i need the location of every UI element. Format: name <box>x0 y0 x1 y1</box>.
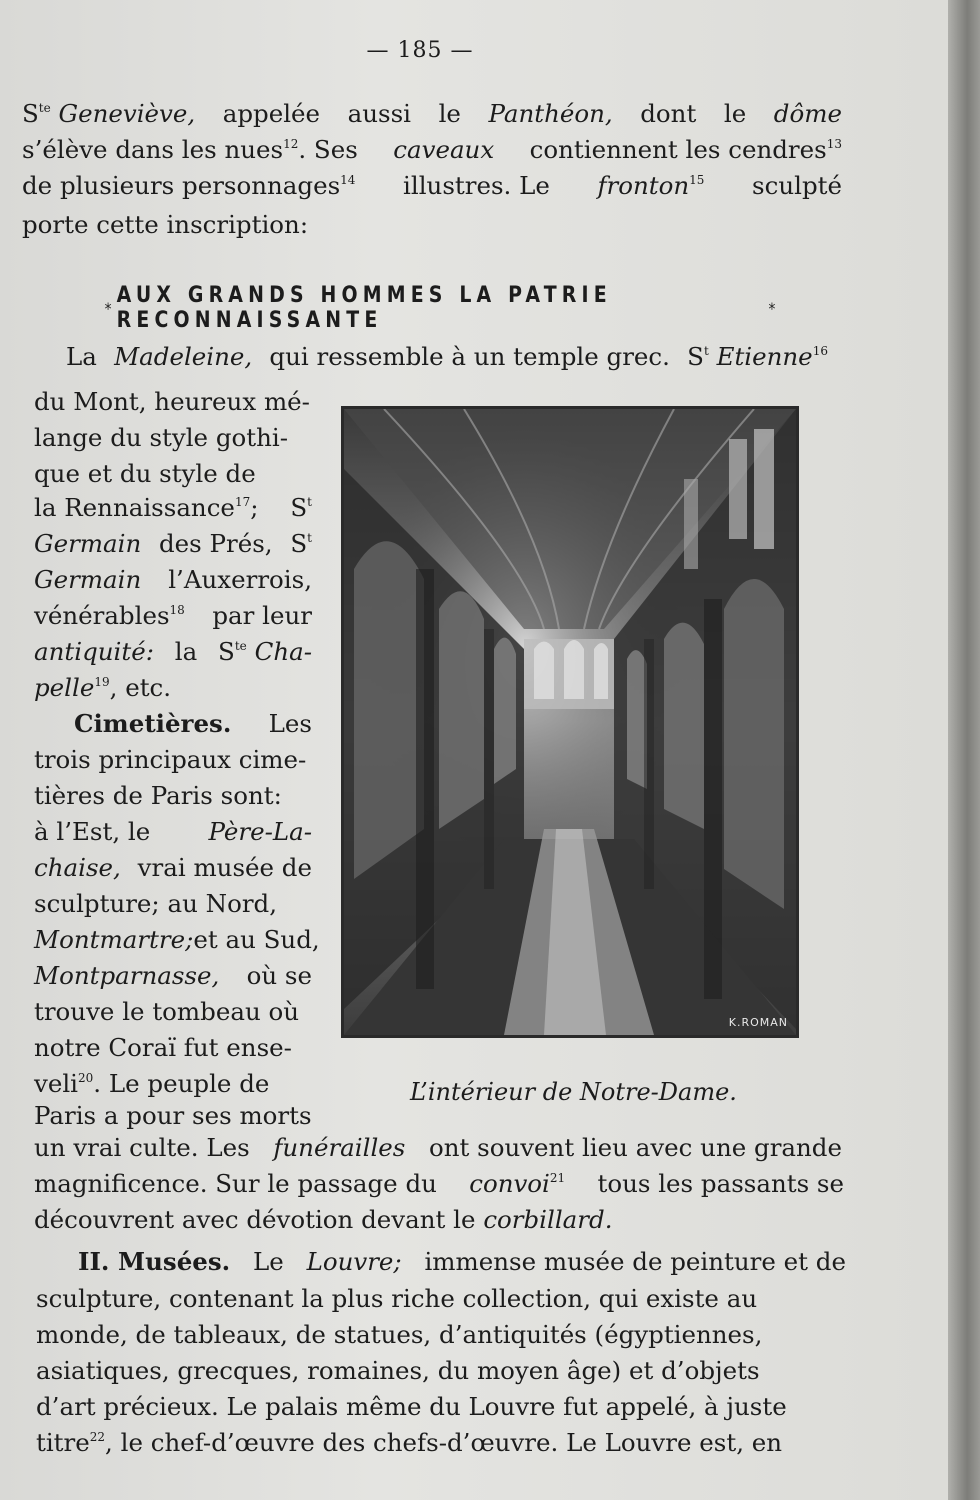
page-edge <box>948 0 980 1500</box>
text-line: Montmartre; et au Sud, <box>34 925 320 954</box>
text-line: s’élève dans les nues$^{12}$. Ses caveaux contiennent les cendres$^{13}$ <box>22 135 842 164</box>
text-line: trouve le tombeau où <box>34 997 300 1026</box>
text-line: antiquité: la $S^{te}$ Cha- <box>34 637 312 666</box>
notre-dame-interior-photo <box>341 406 799 1038</box>
section-heading: Cimetières. <box>74 709 232 738</box>
text-line: Paris a pour ses morts <box>34 1101 312 1130</box>
text-line: du Mont, heureux mé- <box>34 387 310 416</box>
text-line: titre$^{22}$, le chef-d’œuvre des chefs-d’œuvre. Le Louvre est, en <box>36 1428 783 1457</box>
text-line: tières de Paris sont: <box>34 781 282 810</box>
nave-illustration <box>344 409 796 1035</box>
text-line: veli$^{20}$. Le peuple de <box>34 1069 270 1098</box>
text-line: un vrai culte. Les funérailles ont souvent lieu avec une grande <box>34 1133 842 1162</box>
text-line: $S^{te}$ Geneviève, appelée aussi le Panthéon, dont le dôme <box>22 99 842 128</box>
text-line: d’art précieux. Le palais même du Louvre fut appelé, à juste <box>36 1392 787 1421</box>
text-line: vénérables$^{18}$ par leur <box>34 601 312 630</box>
section-heading: II. Musées. <box>78 1247 231 1276</box>
text-line: monde, de tableaux, de statues, d’antiquités (égyptiennes, <box>36 1320 763 1349</box>
text-line: la Rennaissance$^{17}$; $S^t$ <box>34 493 312 522</box>
text-line: chaise, vrai musée de <box>34 853 312 882</box>
text-line: Germain l’Auxerrois, <box>34 565 312 594</box>
text-line: lange du style gothi- <box>34 423 288 452</box>
text-line: sculpture, contenant la plus riche collection, qui existe au <box>36 1284 758 1313</box>
text-line: magnificence. Sur le passage du convoi$^{21}$ tous les passants se <box>34 1169 844 1198</box>
text-line: Montparnasse, où se <box>34 961 312 990</box>
inscription: * AUX GRANDS HOMMES LA PATRIE RECONNAISSANTE * <box>104 283 776 333</box>
photo-credit: K.ROMAN <box>728 1016 788 1029</box>
text-line: notre Coraï fut ense- <box>34 1033 292 1062</box>
text-line: II. Musées. Le Louvre; immense musée de peinture et de <box>78 1247 846 1276</box>
text-line: trois principaux cime- <box>34 745 307 774</box>
text-line: La Madeleine, qui ressemble à un temple grec. $S^t$ Etienne$^{16}$ <box>66 342 828 371</box>
text-line: de plusieurs personnages$^{14}$ illustres. Le fronton$^{15}$ sculpté <box>22 171 842 200</box>
text-line: pelle$^{19}$, etc. <box>34 673 172 702</box>
text-line: Germain des Prés, $S^t$ <box>34 529 312 558</box>
text-line: sculpture; au Nord, <box>34 889 278 918</box>
text-line: porte cette inscription: <box>22 210 309 239</box>
text-line: à l’Est, le Père-La- <box>34 817 312 846</box>
page-number: — 185 — <box>366 38 474 63</box>
figure-caption: L’intérieur de Notre-Dame. <box>410 1078 737 1106</box>
text-line: que et du style de <box>34 459 256 488</box>
text-line: découvrent avec dévotion devant le corbillard. <box>34 1205 613 1234</box>
text-line: asiatiques, grecques, romaines, du moyen âge) et d’objets <box>36 1356 760 1385</box>
text-line: Cimetières. Les <box>74 709 312 738</box>
